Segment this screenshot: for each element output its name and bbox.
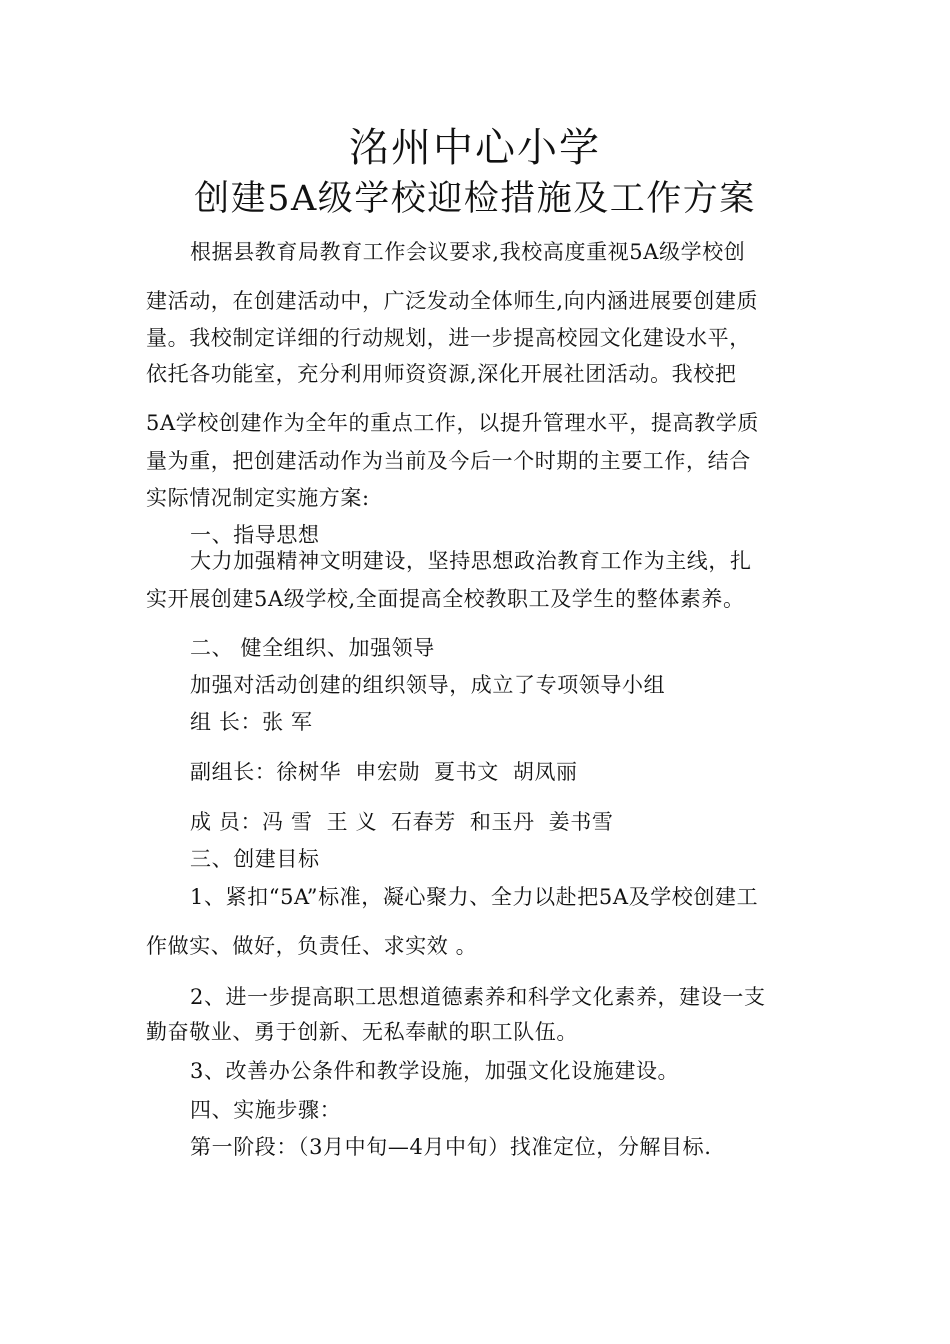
intro-line-5: 5A学校创建作为全年的重点工作，以提升管理水平，提高教学质 bbox=[146, 411, 759, 435]
section3-heading: 三、创建目标 bbox=[190, 847, 320, 871]
section2-heading: 二、 健全组织、加强领导 bbox=[190, 636, 435, 660]
intro-line-6: 量为重，把创建活动作为当前及今后一个时期的主要工作，结合 bbox=[146, 449, 751, 473]
section4-heading: 四、实施步骤： bbox=[190, 1098, 342, 1122]
member-name: 姜书雪 bbox=[548, 810, 614, 834]
deputy-name: 胡凤丽 bbox=[512, 760, 578, 784]
members-row bbox=[190, 808, 627, 836]
leader-label: 组 长： bbox=[190, 710, 263, 734]
leader-row bbox=[190, 708, 313, 736]
deputy-row bbox=[190, 758, 592, 786]
document-subtitle: 创建5A级学校迎检措施及工作方案 bbox=[194, 179, 756, 219]
deputy-label: 副组长： bbox=[190, 760, 277, 784]
intro-line-2: 建活动，在创建活动中，广泛发动全体师生,向内涵进展要创建质 bbox=[146, 289, 759, 313]
member-name: 王 义 bbox=[326, 810, 378, 834]
deputy-name: 徐树华 bbox=[276, 760, 342, 784]
intro-line-7: 实际情况制定实施方案: bbox=[146, 486, 370, 510]
goal2-line-2: 勤奋敬业、勇于创新、无私奉献的职工队伍。 bbox=[146, 1020, 578, 1044]
intro-line-3: 量。我校制定详细的行动规划，进一步提高校园文化建设水平， bbox=[146, 326, 751, 350]
goal2-line-1: 2、进一步提高职工思想道德素养和科学文化素养，建设一支 bbox=[190, 985, 766, 1009]
leader-name: 张 军 bbox=[262, 710, 313, 734]
section1-line-1: 大力加强精神文明建设，坚持思想政治教育工作为主线，扎 bbox=[190, 549, 752, 573]
deputy-name: 夏书文 bbox=[434, 760, 499, 784]
member-name: 石春芳 bbox=[391, 810, 456, 834]
section2-body: 加强对活动创建的组织领导，成立了专项领导小组 bbox=[190, 673, 666, 697]
member-name: 和玉丹 bbox=[469, 810, 535, 834]
intro-line-1: 根据县教育局教育工作会议要求,我校高度重视5A级学校创 bbox=[190, 240, 746, 264]
goal1-line-2: 作做实、做好，负责任、求实效 。 bbox=[146, 934, 478, 958]
section1-line-2: 实开展创建5A级学校,全面提高全校教职工及学生的整体素养。 bbox=[146, 587, 745, 611]
section1-heading: 一、指导思想 bbox=[190, 523, 320, 547]
goal3-line: 3、改善办公条件和教学设施，加强文化设施建设。 bbox=[190, 1059, 680, 1083]
stage1-line: 第一阶段：（3月中旬—4月中旬）找准定位，分解目标. bbox=[190, 1135, 712, 1159]
goal1-line-1: 1、紧扣“5A”标准，凝心聚力、全力以赴把5A及学校创建工 bbox=[190, 885, 759, 909]
intro-line-4: 依托各功能室，充分利用师资资源,深化开展社团活动。我校把 bbox=[146, 362, 737, 386]
document-title: 洺州中心小学 bbox=[349, 125, 601, 171]
deputy-name: 申宏勋 bbox=[355, 760, 421, 784]
member-name: 冯 雪 bbox=[262, 810, 313, 834]
members-label: 成 员： bbox=[190, 810, 263, 834]
